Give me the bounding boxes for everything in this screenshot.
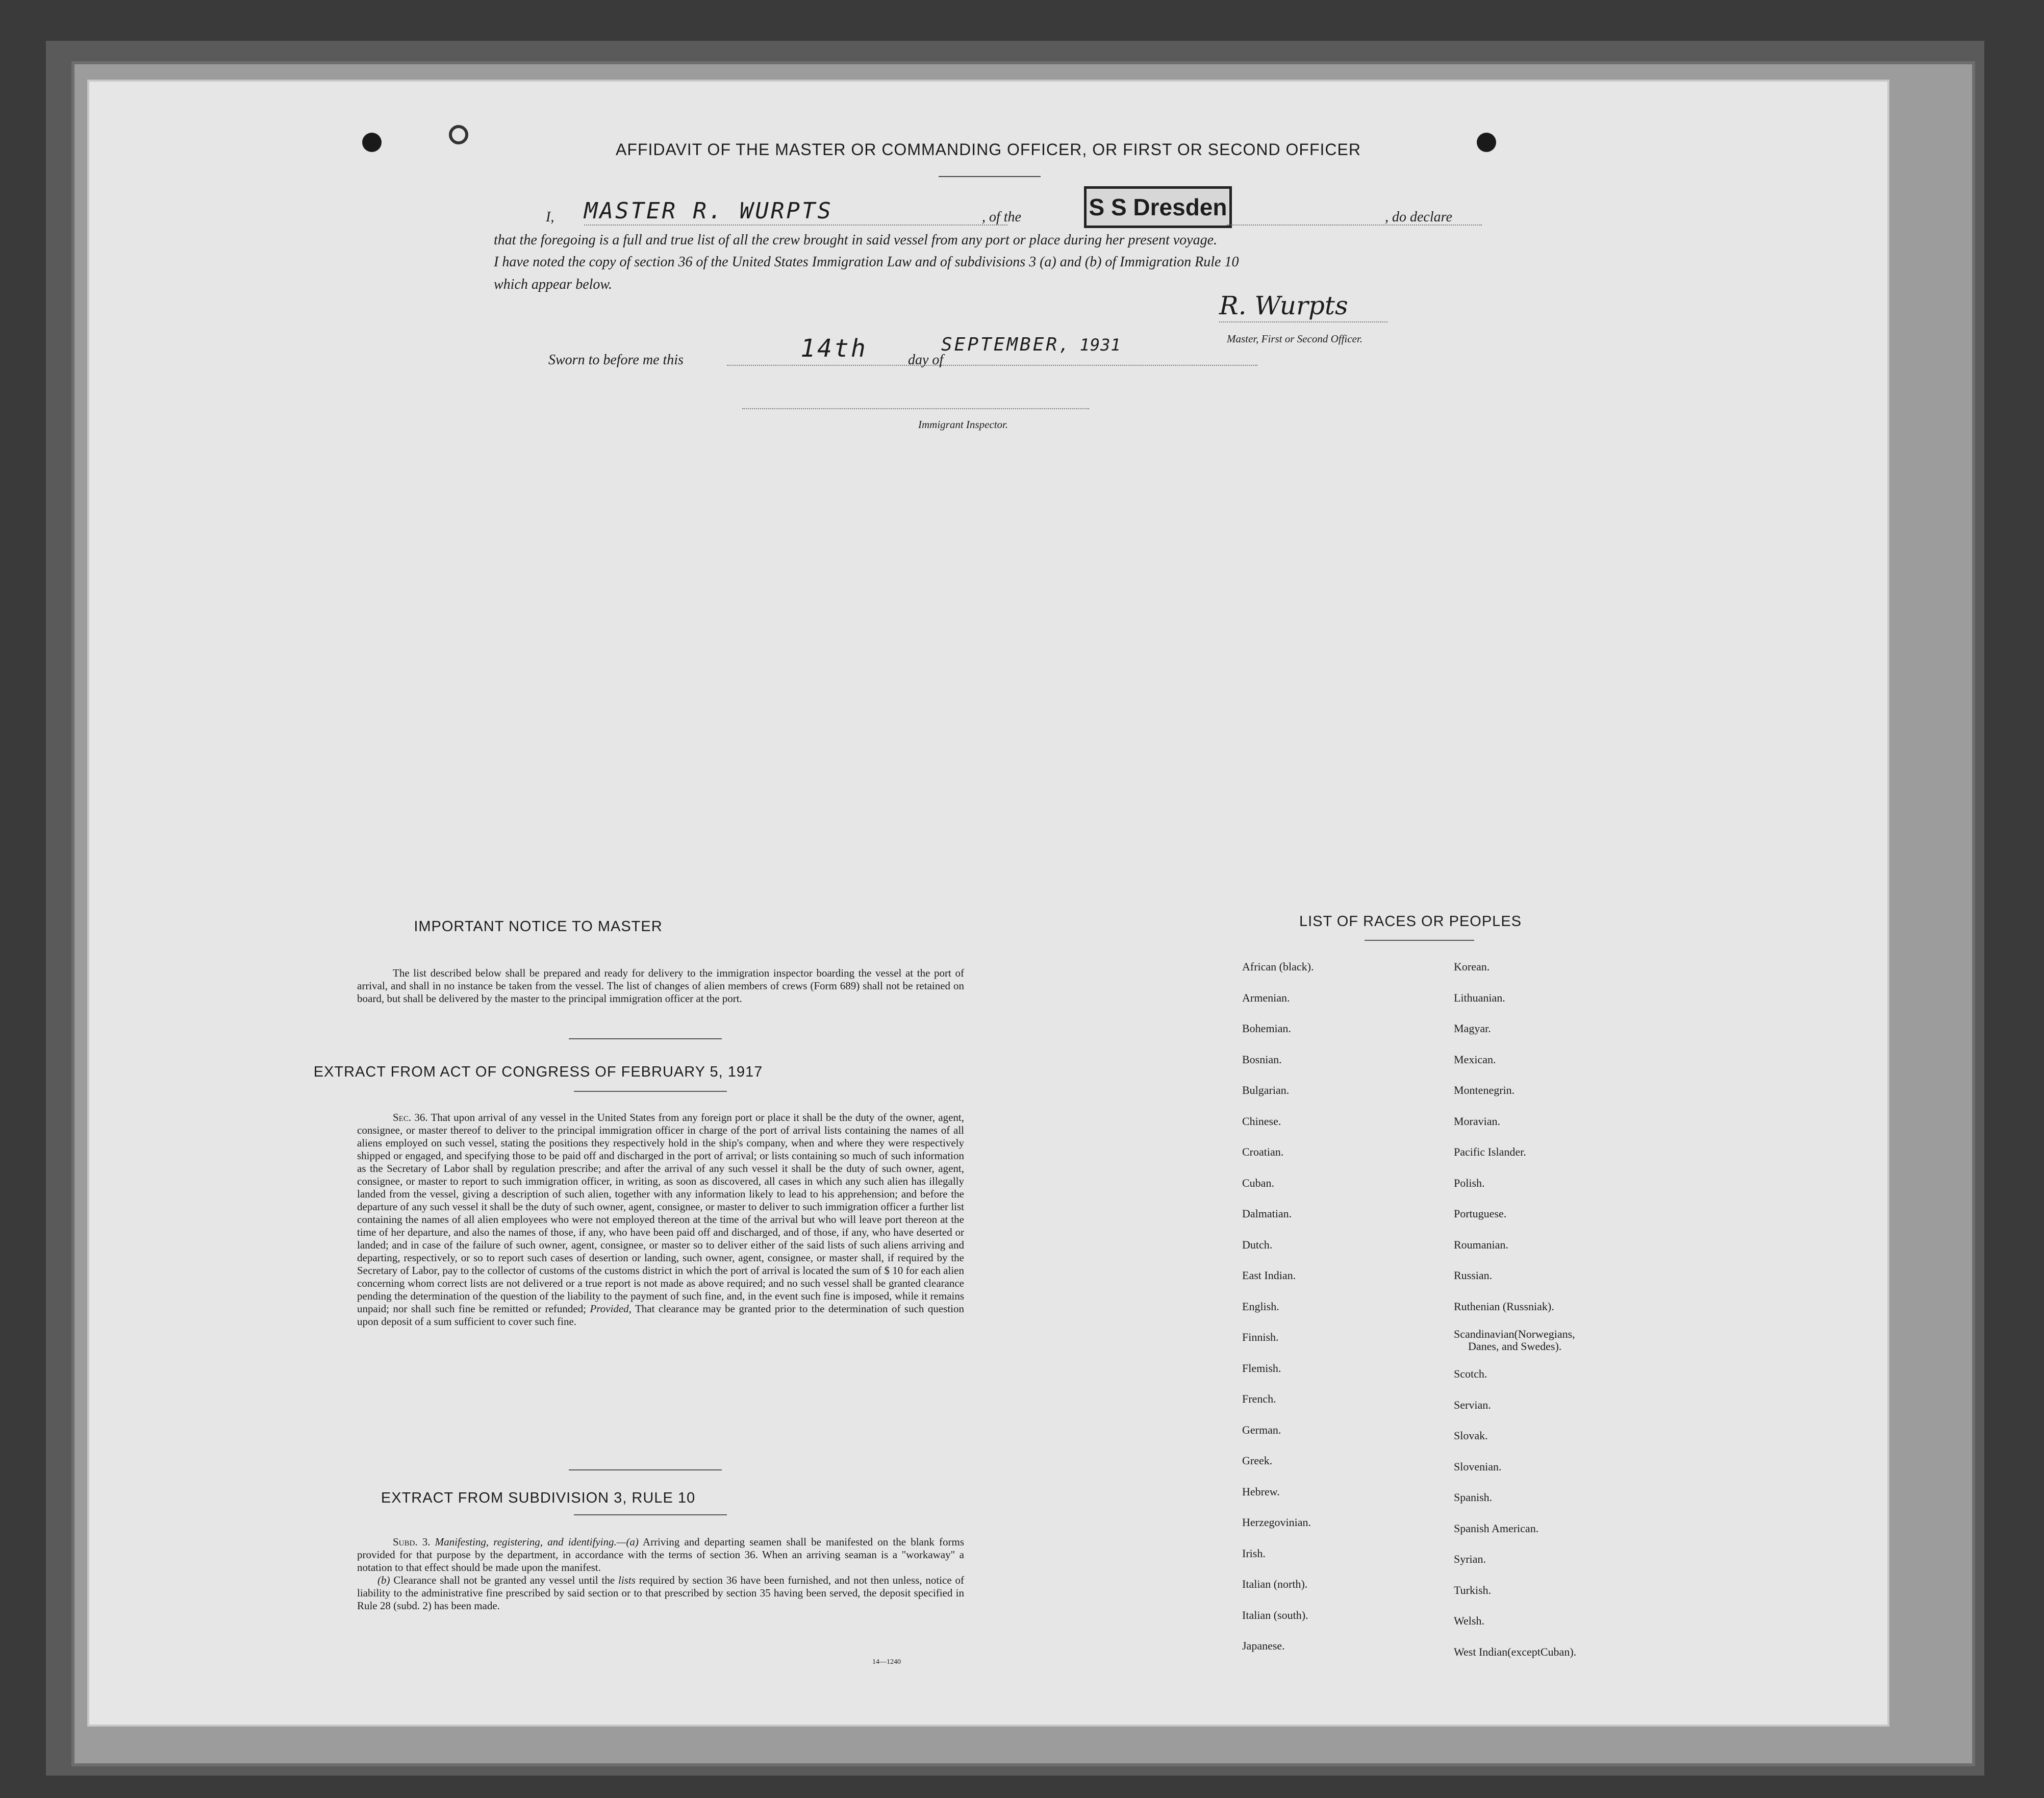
race-item: Chinese. (1242, 1114, 1281, 1128)
b-label: (b) (377, 1574, 390, 1586)
a-label: —(a) (616, 1536, 639, 1548)
rule-divider (574, 1514, 727, 1515)
race-item (1454, 1322, 1688, 1359)
race-item: Pacific Islander. (1454, 1145, 1526, 1158)
race-item-line: Scandinavian(Norwegians, (1454, 1328, 1575, 1340)
affidavit-page (89, 82, 1887, 1725)
do-declare-text: , do declare (1385, 209, 1452, 225)
vessel-stamp: S S Dresden (1084, 186, 1232, 228)
race-item: Croatian. (1242, 1145, 1284, 1158)
of-the-text: , of the (982, 209, 1021, 225)
race-item: German. (1242, 1423, 1281, 1436)
b-text-2: required by section 36 have been furnished, and not then unless, notice of liability to the administrative fine prescribed by said section or to that prescribed by section 35 having been served, the deposit specified in Rule 28 (subd. 2) has been made. (357, 1574, 965, 1612)
sworn-day: 14th (800, 334, 868, 363)
race-item: Slovenian. (1454, 1460, 1502, 1473)
race-item-line: Danes, and Swedes). (1468, 1340, 1562, 1353)
race-item: Mexican. (1454, 1053, 1496, 1066)
race-item: Russian. (1454, 1269, 1493, 1282)
act-text (357, 1111, 964, 1328)
race-item: Italian (south). (1242, 1608, 1308, 1621)
act-heading: EXTRACT FROM ACT OF CONGRESS OF FEBRUARY 5, 1917 (313, 1064, 763, 1080)
race-item: Japanese. (1242, 1639, 1285, 1652)
race-item: Montenegrin. (1454, 1084, 1515, 1096)
affidavit-title: AFFIDAVIT OF THE MASTER OR COMMANDING OFFICER, OR FIRST OR SECOND OFFICER (616, 140, 1361, 159)
master-signature-line (1219, 291, 1387, 322)
race-item: African (black). (1242, 960, 1314, 973)
race-item: Ruthenian (Russniak). (1454, 1300, 1554, 1313)
sworn-month: SEPTEMBER (941, 334, 1059, 355)
b-text-1: Clearance shall not be granted any vessel until the (393, 1574, 615, 1586)
race-item: Hebrew. (1242, 1485, 1280, 1498)
race-item: Spanish American. (1454, 1521, 1539, 1535)
race-item: Bulgarian. (1242, 1084, 1290, 1096)
race-item: Slovak. (1454, 1429, 1488, 1442)
act-body-end: That clearance may be granted prior to the determination of such question upon deposit of a sum sufficient to cover such fine. (357, 1303, 964, 1328)
act-end-divider (569, 1469, 722, 1470)
race-item: Armenian. (1242, 991, 1290, 1004)
inspector-label: Immigrant Inspector. (918, 418, 1008, 431)
race-item: Dutch. (1242, 1238, 1273, 1251)
decl-line-2: that the foregoing is a full and true list of all the crew brought in said vessel from any port or place during her present voyage. (494, 232, 1218, 248)
race-item: West Indian(exceptCuban). (1454, 1645, 1577, 1658)
act-body: That upon arrival of any vessel in the United States from any foreign port or place it shall be the duty of the owner, agent, consignee, or master thereof to deliver to the principal immigration officer in charge of the port of arrival lists containing the names of all aliens employed on such vessel, stating the positions they respectively hold in the ship's company, when and where they were respectively shipped or engaged, and specifying those to be paid off and discharged in the port of arrival; or lists containing so much of such information as the Secretary of Labor shall by regulation prescribe; and after the arrival of any such vessel it shall be the duty of such owner, agent, consignee, or master to report to such immigration officer, in writing, as soon as discovered, all cases in which any such alien has illegally landed from the vessel, giving a description of such alien, together with any information likely to lead to his apprehension; and before the departure of any such vessel it shall be the duty of such owner, agent, consignee, or master to deliver to such immigration officer a further list containing the names of all alien employees who were not employed thereon at the time of the arrival but who will leave port thereon at the time of her departure, and also the names of those, if any, who have been paid off and discharged, and of those, if any, who have deserted or landed; and in case of the failure of such owner, agent, consignee, or master so to deliver either of the said lists of such aliens arriving and departing, respectively, or so to report such cases of desertion or landing, such owner, agent, consignee, or master shall, if required by the Secretary of Labor, pay to the collector of customs of the customs district in which the port of arrival is located the sum of $ 10 for each alien concerning whom correct lists are not delivered or a true report is not made as above required; and no such vessel shall be granted clearance pending the determination of the question of the liability to the payment of such fine, and, in the event such fine is imposed, while it remains unpaid; nor shall such fine be remitted or refunded; (357, 1111, 964, 1315)
races-column-2 (1454, 952, 1688, 1667)
b-lists: lists (618, 1574, 636, 1586)
notice-text (357, 967, 964, 1005)
sworn-prefix: Sworn to before me this (548, 352, 684, 368)
races-divider (1365, 940, 1474, 941)
form-code: 14—1240 (872, 1658, 901, 1666)
race-item: Portuguese. (1454, 1207, 1507, 1220)
race-item: Magyar. (1454, 1022, 1491, 1035)
notice-paragraph: The list described below shall be prepared and ready for delivery to the immigration inspector boarding the vessel at the port of arrival, and shall in no instance be taken from the vessel. The list of changes of alien members of crews (Form 689) shall not be retained on board, but shall be delivered by the master to the principal immigration officer at the port. (357, 967, 964, 1005)
title-divider (939, 176, 1041, 177)
race-item: Bohemian. (1242, 1022, 1291, 1035)
race-item: Bosnian. (1242, 1053, 1282, 1066)
races-column-1 (1242, 952, 1446, 1662)
race-item: Turkish. (1454, 1583, 1492, 1596)
race-item: Italian (north). (1242, 1578, 1308, 1590)
day-of-text: day of (908, 352, 944, 368)
sworn-year: , 1931 (1059, 335, 1121, 355)
a-text: Arriving and departing seamen shall be manifested on the blank forms provided for that purpose by the department, in accordance with the terms of section 36. When an arriving seaman is a "workaway" a notation to that effect should be made upon the manifest. (357, 1536, 964, 1574)
race-item: Flemish. (1242, 1361, 1281, 1375)
rule-text (357, 1536, 964, 1612)
master-signature: R. Wurpts (1219, 291, 1348, 320)
decl-prefix: I, (546, 209, 554, 225)
race-item: Korean. (1454, 960, 1490, 973)
race-item: East Indian. (1242, 1269, 1296, 1282)
race-item: Finnish. (1242, 1331, 1279, 1343)
race-item: Spanish. (1454, 1491, 1493, 1504)
subd-label: Subd. 3. (393, 1536, 431, 1548)
act-divider (574, 1091, 727, 1092)
race-item: Lithuanian. (1454, 991, 1505, 1004)
race-item: Cuban. (1242, 1176, 1274, 1189)
sec-label: Sec. 36. (393, 1111, 428, 1123)
race-item: Syrian. (1454, 1553, 1486, 1565)
race-item: Welsh. (1454, 1614, 1484, 1627)
decl-line-3: I have noted the copy of section 36 of the United States Immigration Law and of subdivisions 3 (a) and (b) of Immigration Rule 10 (494, 254, 1239, 270)
notice-heading: IMPORTANT NOTICE TO MASTER (414, 918, 663, 935)
master-name-line (584, 198, 1007, 226)
race-item: Polish. (1454, 1176, 1485, 1189)
race-item: Irish. (1242, 1546, 1266, 1560)
provided-label: Provided, (590, 1303, 632, 1315)
race-item: Moravian. (1454, 1114, 1501, 1128)
rule-heading: EXTRACT FROM SUBDIVISION 3, RULE 10 (381, 1490, 696, 1506)
decl-line-4: which appear below. (494, 277, 613, 292)
race-item: English. (1242, 1300, 1279, 1313)
race-item: Roumanian. (1454, 1238, 1508, 1251)
race-item: Servian. (1454, 1398, 1491, 1411)
race-item: Dalmatian. (1242, 1207, 1292, 1220)
race-item: French. (1242, 1392, 1276, 1405)
race-item: Greek. (1242, 1454, 1273, 1467)
inspector-line (742, 393, 1089, 409)
sworn-month-line (941, 334, 1257, 366)
master-name: MASTER R. WURPTS (584, 198, 833, 224)
notice-divider (569, 1038, 722, 1039)
signature-label: Master, First or Second Officer. (1227, 333, 1362, 345)
races-heading: LIST OF RACES OR PEOPLES (1299, 913, 1522, 930)
subd-title: Manifesting, registering, and identifying. (435, 1536, 617, 1548)
race-item: Herzegovinian. (1242, 1516, 1311, 1529)
race-item: Scotch. (1454, 1367, 1487, 1380)
